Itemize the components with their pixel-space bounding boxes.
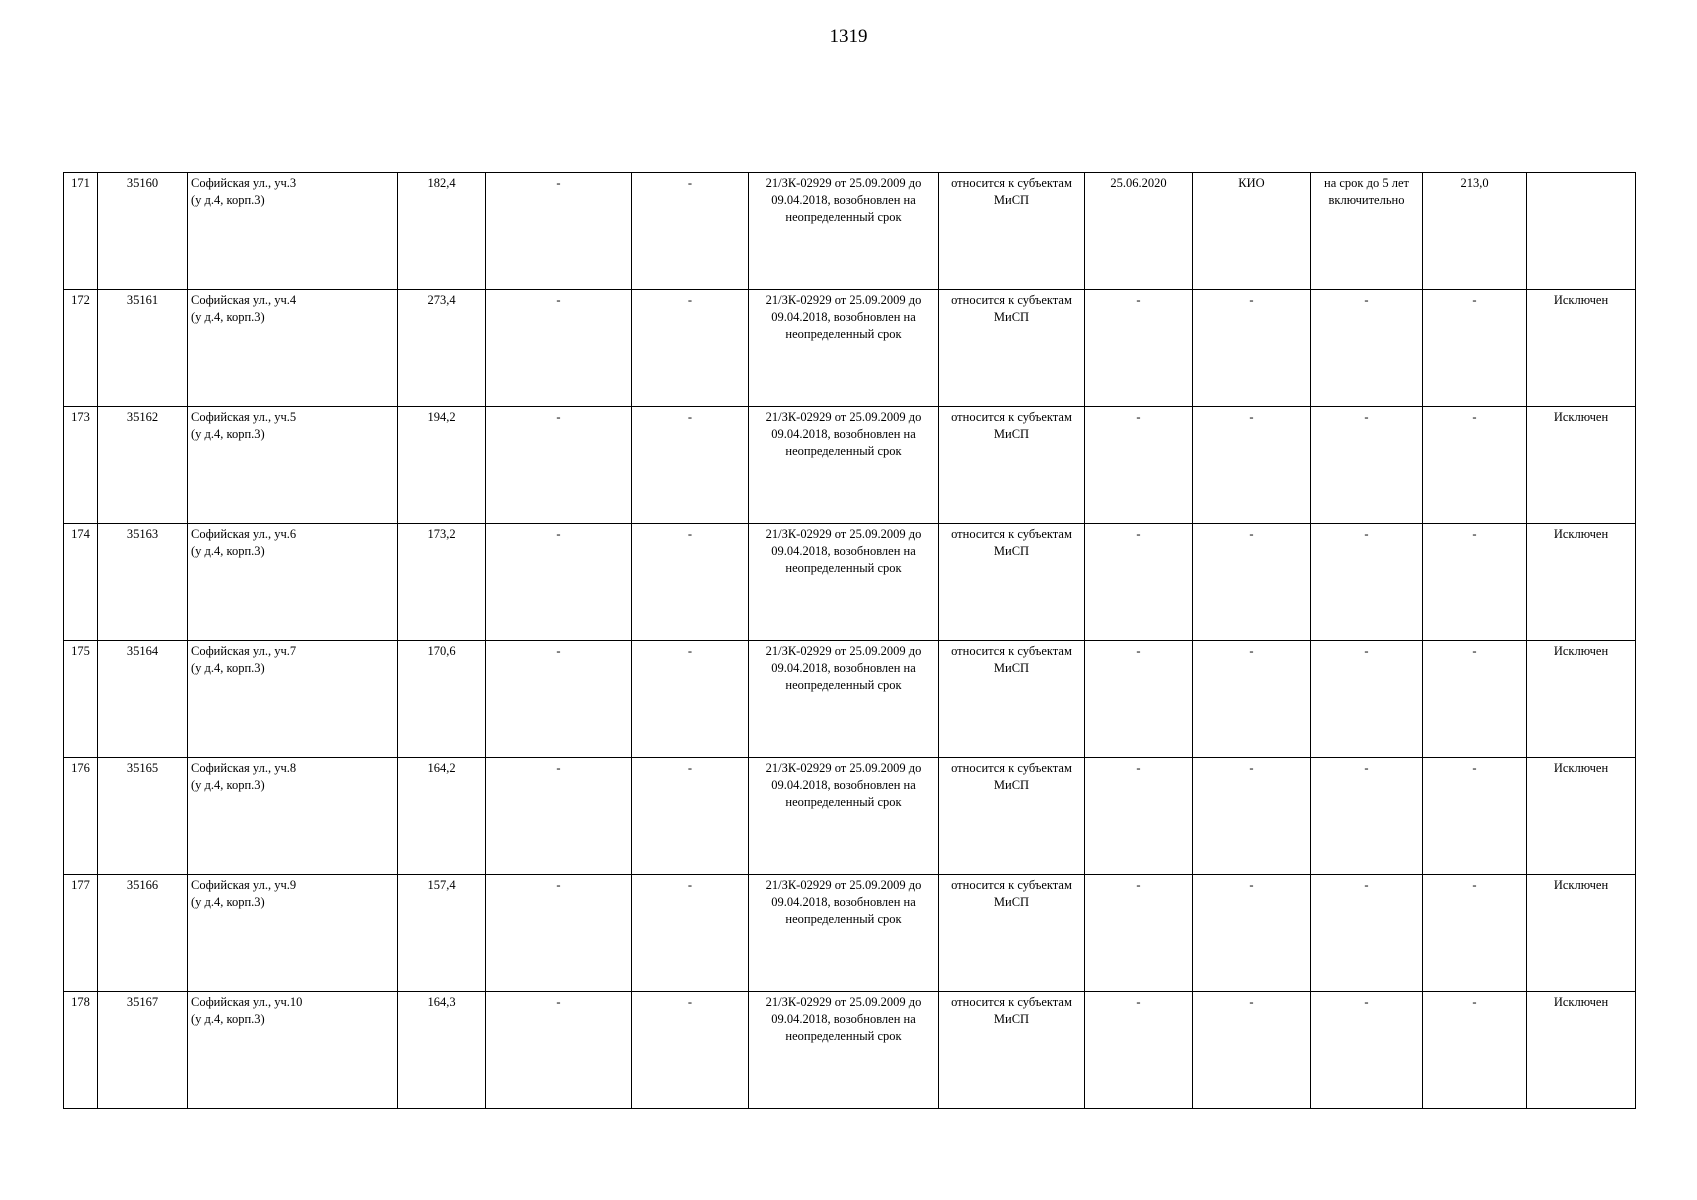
area-value: 170,6 xyxy=(398,641,486,758)
empty-dash-cell: - xyxy=(632,992,749,1109)
contract-info: 21/ЗК-02929 от 25.09.2009 до 09.04.2018, возобновлен на неопределенный срок xyxy=(749,173,939,290)
value-cell: - xyxy=(1423,641,1527,758)
table-row xyxy=(64,992,1636,1109)
status-cell: Исключен xyxy=(1527,875,1636,992)
value-cell: - xyxy=(1423,407,1527,524)
object-code: 35165 xyxy=(98,758,188,875)
address-note: (у д.4, корп.3) xyxy=(191,1012,265,1026)
table-row xyxy=(64,875,1636,992)
date-value: - xyxy=(1085,875,1193,992)
term-info: - xyxy=(1311,524,1423,641)
contract-info: 21/ЗК-02929 от 25.09.2009 до 09.04.2018, возобновлен на неопределенный срок xyxy=(749,758,939,875)
table-row xyxy=(64,641,1636,758)
status-cell xyxy=(1527,173,1636,290)
organization: КИО xyxy=(1193,173,1311,290)
date-value: - xyxy=(1085,524,1193,641)
empty-dash-cell: - xyxy=(632,758,749,875)
date-value: - xyxy=(1085,407,1193,524)
table-row xyxy=(64,173,1636,290)
contract-info: 21/ЗК-02929 от 25.09.2009 до 09.04.2018, возобновлен на неопределенный срок xyxy=(749,290,939,407)
table-row xyxy=(64,407,1636,524)
address-cell xyxy=(188,407,398,524)
empty-dash-cell: - xyxy=(632,290,749,407)
address-line: Софийская ул., уч.5 xyxy=(191,410,297,424)
address-line: Софийская ул., уч.9 xyxy=(191,878,297,892)
empty-dash-cell: - xyxy=(632,524,749,641)
contract-info: 21/ЗК-02929 от 25.09.2009 до 09.04.2018, возобновлен на неопределенный срок xyxy=(749,641,939,758)
organization: - xyxy=(1193,875,1311,992)
address-line: Софийская ул., уч.4 xyxy=(191,293,297,307)
contract-info: 21/ЗК-02929 от 25.09.2009 до 09.04.2018, возобновлен на неопределенный срок xyxy=(749,992,939,1109)
organization: - xyxy=(1193,407,1311,524)
category-info: относится к субъектам МиСП xyxy=(939,875,1085,992)
address-cell xyxy=(188,173,398,290)
date-value: - xyxy=(1085,758,1193,875)
area-value: 157,4 xyxy=(398,875,486,992)
empty-dash-cell: - xyxy=(486,407,632,524)
value-cell: 213,0 xyxy=(1423,173,1527,290)
status-cell: Исключен xyxy=(1527,524,1636,641)
organization: - xyxy=(1193,524,1311,641)
category-info: относится к субъектам МиСП xyxy=(939,290,1085,407)
contract-info: 21/ЗК-02929 от 25.09.2009 до 09.04.2018, возобновлен на неопределенный срок xyxy=(749,875,939,992)
address-note: (у д.4, корп.3) xyxy=(191,310,265,324)
address-cell xyxy=(188,875,398,992)
address-note: (у д.4, корп.3) xyxy=(191,895,265,909)
address-line: Софийская ул., уч.10 xyxy=(191,995,303,1009)
area-value: 164,2 xyxy=(398,758,486,875)
row-number: 171 xyxy=(64,173,98,290)
address-cell xyxy=(188,524,398,641)
area-value: 194,2 xyxy=(398,407,486,524)
row-number: 172 xyxy=(64,290,98,407)
page-number: 1319 xyxy=(829,26,868,47)
address-cell xyxy=(188,641,398,758)
address-line: Софийская ул., уч.7 xyxy=(191,644,297,658)
object-code: 35162 xyxy=(98,407,188,524)
organization: - xyxy=(1193,992,1311,1109)
term-info: - xyxy=(1311,992,1423,1109)
empty-dash-cell: - xyxy=(632,875,749,992)
address-note: (у д.4, корп.3) xyxy=(191,544,265,558)
empty-dash-cell: - xyxy=(486,758,632,875)
address-note: (у д.4, корп.3) xyxy=(191,427,265,441)
object-code: 35163 xyxy=(98,524,188,641)
term-info: - xyxy=(1311,290,1423,407)
organization: - xyxy=(1193,641,1311,758)
term-info: - xyxy=(1311,641,1423,758)
organization: - xyxy=(1193,758,1311,875)
value-cell: - xyxy=(1423,875,1527,992)
category-info: относится к субъектам МиСП xyxy=(939,524,1085,641)
row-number: 178 xyxy=(64,992,98,1109)
row-number: 173 xyxy=(64,407,98,524)
term-info: - xyxy=(1311,407,1423,524)
empty-dash-cell: - xyxy=(632,407,749,524)
status-cell: Исключен xyxy=(1527,407,1636,524)
row-number: 176 xyxy=(64,758,98,875)
empty-dash-cell: - xyxy=(486,524,632,641)
object-code: 35161 xyxy=(98,290,188,407)
category-info: относится к субъектам МиСП xyxy=(939,407,1085,524)
address-cell xyxy=(188,758,398,875)
row-number: 175 xyxy=(64,641,98,758)
status-cell: Исключен xyxy=(1527,641,1636,758)
object-code: 35167 xyxy=(98,992,188,1109)
contract-info: 21/ЗК-02929 от 25.09.2009 до 09.04.2018, возобновлен на неопределенный срок xyxy=(749,524,939,641)
object-code: 35166 xyxy=(98,875,188,992)
contract-info: 21/ЗК-02929 от 25.09.2009 до 09.04.2018, возобновлен на неопределенный срок xyxy=(749,407,939,524)
status-cell: Исключен xyxy=(1527,992,1636,1109)
organization: - xyxy=(1193,290,1311,407)
value-cell: - xyxy=(1423,524,1527,641)
category-info: относится к субъектам МиСП xyxy=(939,992,1085,1109)
empty-dash-cell: - xyxy=(486,173,632,290)
area-value: 182,4 xyxy=(398,173,486,290)
category-info: относится к субъектам МиСП xyxy=(939,641,1085,758)
empty-dash-cell: - xyxy=(632,173,749,290)
object-code: 35164 xyxy=(98,641,188,758)
area-value: 173,2 xyxy=(398,524,486,641)
term-info: на срок до 5 лет включительно xyxy=(1311,173,1423,290)
status-cell: Исключен xyxy=(1527,758,1636,875)
address-line: Софийская ул., уч.8 xyxy=(191,761,297,775)
value-cell: - xyxy=(1423,992,1527,1109)
term-info: - xyxy=(1311,758,1423,875)
table-row xyxy=(64,290,1636,407)
table-row xyxy=(64,758,1636,875)
address-line: Софийская ул., уч.6 xyxy=(191,527,297,541)
date-value: - xyxy=(1085,992,1193,1109)
empty-dash-cell: - xyxy=(486,290,632,407)
registry-table xyxy=(63,172,1636,1109)
area-value: 164,3 xyxy=(398,992,486,1109)
area-value: 273,4 xyxy=(398,290,486,407)
date-value: - xyxy=(1085,290,1193,407)
row-number: 177 xyxy=(64,875,98,992)
address-note: (у д.4, корп.3) xyxy=(191,778,265,792)
address-note: (у д.4, корп.3) xyxy=(191,193,265,207)
empty-dash-cell: - xyxy=(486,641,632,758)
empty-dash-cell: - xyxy=(632,641,749,758)
object-code: 35160 xyxy=(98,173,188,290)
address-cell xyxy=(188,290,398,407)
value-cell: - xyxy=(1423,290,1527,407)
address-note: (у д.4, корп.3) xyxy=(191,661,265,675)
date-value: 25.06.2020 xyxy=(1085,173,1193,290)
value-cell: - xyxy=(1423,758,1527,875)
status-cell: Исключен xyxy=(1527,290,1636,407)
date-value: - xyxy=(1085,641,1193,758)
term-info: - xyxy=(1311,875,1423,992)
table-row xyxy=(64,524,1636,641)
category-info: относится к субъектам МиСП xyxy=(939,173,1085,290)
address-line: Софийская ул., уч.3 xyxy=(191,176,297,190)
address-cell xyxy=(188,992,398,1109)
row-number: 174 xyxy=(64,524,98,641)
empty-dash-cell: - xyxy=(486,875,632,992)
category-info: относится к субъектам МиСП xyxy=(939,758,1085,875)
empty-dash-cell: - xyxy=(486,992,632,1109)
